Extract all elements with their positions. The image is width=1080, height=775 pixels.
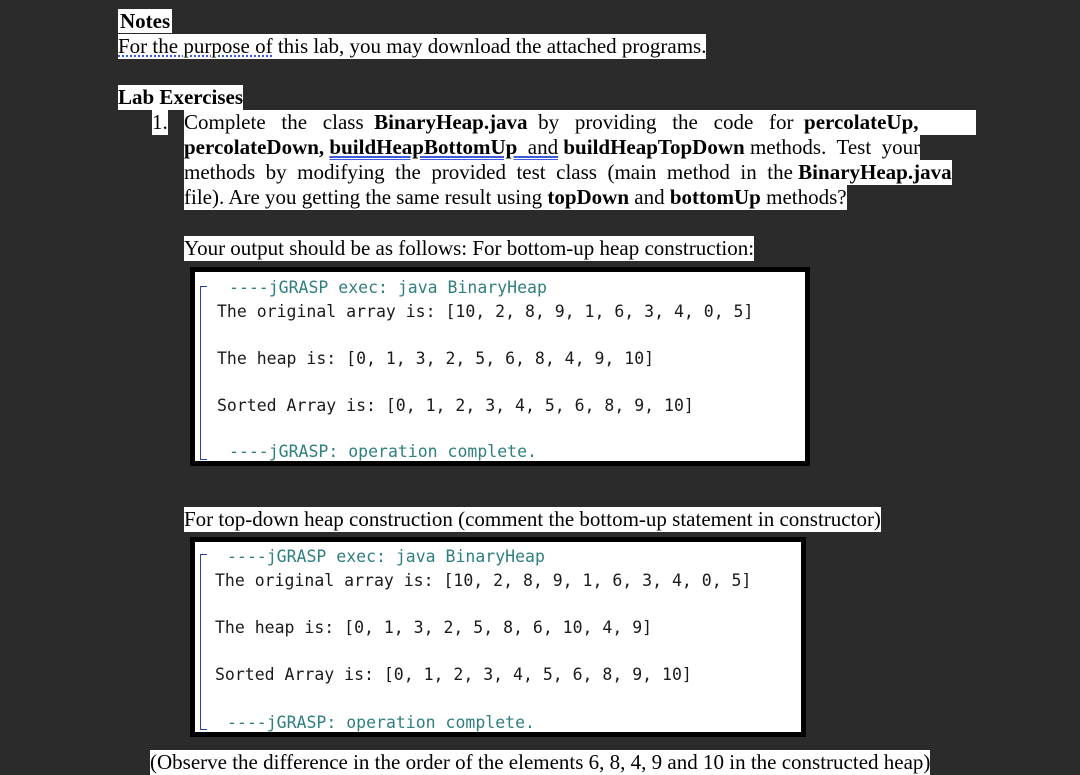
notes-heading: Notes (120, 9, 171, 33)
exercise-line-4: file). Are you getting the same result using topDown and bottomUp methods? (184, 185, 847, 209)
buildheapbottomup-link[interactable]: buildHeapBottomUp (329, 135, 518, 159)
exercise-line-2: percolateDown, buildHeapBottomUp and buildHeapTopDown methods. Test your (184, 135, 921, 159)
topdown-intro: For top-down heap construction (comment the bottom-up statement in constructor) (184, 507, 881, 531)
console-output-bottom-up (190, 267, 810, 466)
notes-text: For the purpose of this lab, you may download the attached programs. (118, 34, 707, 58)
console-bracket (200, 554, 207, 730)
observe-note: (Observe the difference in the order of the elements 6, 8, 4, 9 and 10 in the constructed heap) (150, 750, 931, 774)
output-intro: Your output should be as follows: For bottom-up heap construction: (184, 236, 755, 260)
console-complete-line: ----jGRASP: operation complete. (227, 713, 535, 732)
console-heap-line: The heap is: [0, 1, 3, 2, 5, 6, 8, 4, 9, 10] (217, 349, 655, 368)
console-exec-line: ----jGRASP exec: java BinaryHeap (229, 278, 547, 297)
console-output-top-down (190, 537, 806, 737)
console-bracket (200, 286, 207, 460)
console-sorted-line: Sorted Array is: [0, 1, 2, 3, 4, 5, 6, 8, 9, 10] (215, 665, 692, 684)
console-heap-line: The heap is: [0, 1, 3, 2, 5, 8, 6, 10, 4, 9] (215, 618, 653, 637)
exercise-line-3: methods by modifying the provided test class (main method in the BinaryHeap.java (184, 160, 952, 184)
console-complete-line: ----jGRASP: operation complete. (229, 442, 537, 461)
exercise-line-1: Complete the class BinaryHeap.java by providing the code for percolateUp, (184, 110, 976, 135)
console-sorted-line: Sorted Array is: [0, 1, 2, 3, 4, 5, 6, 8, 9, 10] (217, 396, 694, 415)
console-original-line: The original array is: [10, 2, 8, 9, 1, 6, 3, 4, 0, 5] (215, 571, 752, 590)
lab-exercises-heading: Lab Exercises (118, 85, 244, 109)
console-original-line: The original array is: [10, 2, 8, 9, 1, 6, 3, 4, 0, 5] (217, 302, 754, 321)
notes-link[interactable]: For the purpose of (118, 34, 273, 58)
exercise-number: 1. (152, 110, 168, 134)
console-exec-line: ----jGRASP exec: java BinaryHeap (227, 547, 545, 566)
